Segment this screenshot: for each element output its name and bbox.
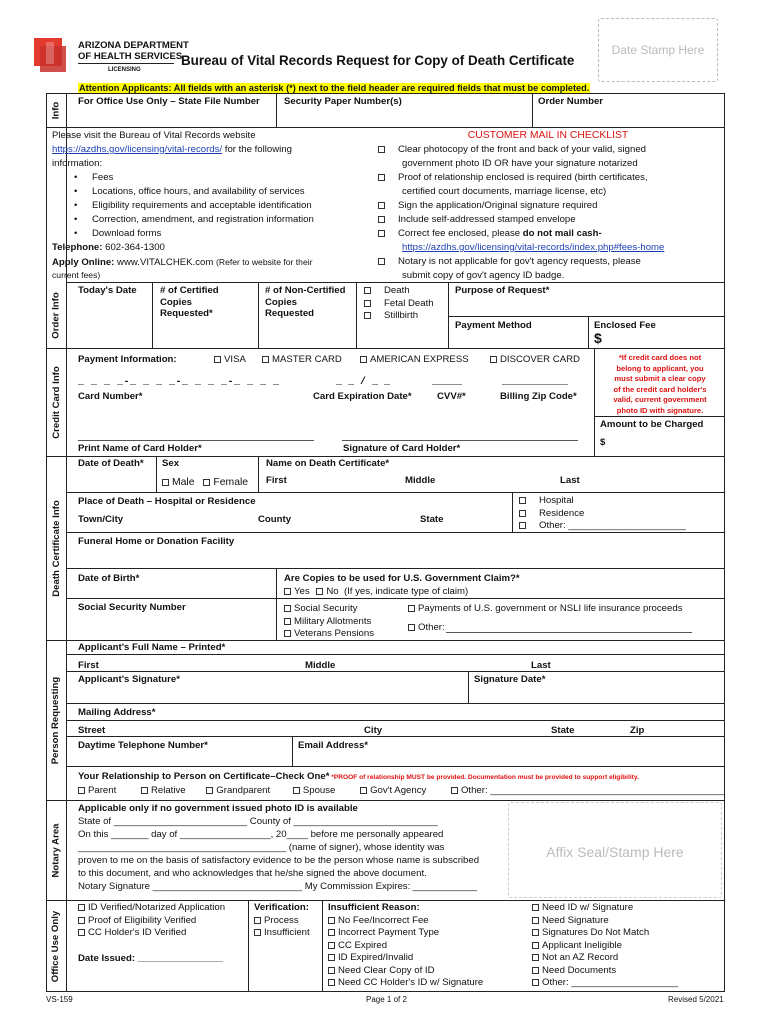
checkbox[interactable] [78,917,85,924]
place-of-death-label: Place of Death – Hospital or Residence [78,496,256,507]
azdhs-logo-icon [34,38,74,72]
checkbox[interactable] [254,929,261,936]
checkbox[interactable] [328,917,335,924]
applicant-name-label: Applicant's Full Name – Printed* [78,642,226,653]
ssn-label: Social Security Number [78,602,186,613]
checkbox[interactable] [378,202,385,209]
telephone-label: Daytime Telephone Number* [78,740,208,751]
name-on-cert-label: Name on Death Certificate* [266,458,390,469]
checkbox[interactable] [408,624,415,631]
attention-notice: Attention Applicants: All fields with an asterisk (*) next to the field header are required fields that must be completed. [79,83,590,93]
office-section-label: Office Use Only [50,910,62,982]
signature-date-label: Signature Date* [474,674,546,685]
certified-copies-label: # of Certified Copies Requested* [160,285,219,319]
checkbox[interactable] [328,967,335,974]
checkbox[interactable] [328,954,335,961]
checkbox[interactable] [360,787,367,794]
checkbox[interactable] [532,904,539,911]
checkbox[interactable] [532,929,539,936]
amex-option: AMERICAN EXPRESS [370,354,469,365]
checkbox[interactable] [214,356,221,363]
gov-claim-label: Are Copies to be used for U.S. Government Claim?* [284,573,520,584]
relationship-row [78,771,639,782]
checkbox[interactable] [519,510,526,517]
list-item: • Eligibility requirements and acceptable identification [52,199,367,213]
website-info: Please visit the Bureau of Vital Records website https://azdhs.gov/licensing/vital-records/ for the following information: • Fees • Locations, office hours, and availability of services • Eligibility requirements and acceptable identification • Correction, amendment, and registration information • Download forms Telephone: 602-364-1300 Apply Online: www.VITALCHEK.com (Refer to website for their current fees) [52,129,367,280]
cardholder-notice: *If credit card does not belong to applicant, you must submit a clear copy of the credit card holder's valid, current government photo ID with signature. [613,353,707,415]
female-option: Female [213,477,249,488]
checkbox[interactable] [532,917,539,924]
visa-option: VISA [224,354,246,365]
notary-section-label: Notary Area [50,822,62,878]
person-section-label: Person Requesting [50,676,62,764]
enclosed-fee-label: Enclosed Fee [594,320,656,331]
male-option: Male [172,477,195,488]
checkbox[interactable] [262,356,269,363]
billing-zip-label: Billing Zip Code* [500,391,577,402]
checkbox[interactable] [532,967,539,974]
mailing-address-label: Mailing Address* [78,707,156,718]
funeral-home-label: Funeral Home or Donation Facility [78,536,235,547]
checkbox[interactable] [141,787,148,794]
mastercard-option: MASTER CARD [272,354,342,365]
checkbox[interactable] [490,356,497,363]
page-number: Page 1 of 2 [366,995,407,1004]
street-label: Street [78,725,106,736]
list-item: • Download forms [52,227,367,241]
checkbox[interactable] [532,979,539,986]
card-number-label: Card Number* [78,391,143,402]
death-section-label: Death Certificate Info [50,499,62,597]
checkbox[interactable] [364,287,371,294]
city-label: City [364,725,383,736]
amount-charged-label: Amount to be Charged [600,419,704,430]
checkbox[interactable] [519,522,526,529]
checkbox[interactable] [519,497,526,504]
county-label: County [258,514,292,525]
checkbox[interactable] [162,479,169,486]
checkbox[interactable] [328,979,335,986]
card-number-field[interactable]: _ _ _ _-_ _ _ _-_ _ _ _-_ _ _ _ [78,377,280,388]
decedent-first-label: First [266,475,287,486]
checkbox[interactable] [284,588,291,595]
order-number-label: Order Number [538,96,604,107]
date-stamp-box [598,18,718,82]
date-of-birth-label: Date of Birth* [78,573,140,584]
checkbox[interactable] [408,605,415,612]
verification-block: Verification: Process Insufficient [254,902,310,938]
vital-records-link[interactable]: https://azdhs.gov/licensing/vital-records/ [52,144,223,155]
applicant-middle-label: Middle [305,660,336,671]
checkbox[interactable] [328,942,335,949]
notary-title: Applicable only if no government issued photo ID is available [78,803,358,814]
checkbox[interactable] [378,174,385,181]
notary-seal-label: Affix Seal/Stamp Here [546,844,684,860]
agency-line1: ARIZONA DEPARTMENT [78,40,189,51]
info-bullets [52,171,367,241]
relationship-options: Parent Relative Grandparent Spouse Gov't Agency Other: ____________________________________________ [78,785,725,796]
checkbox[interactable] [378,230,385,237]
agency-name [78,40,189,62]
relationship-note: *PROOF of relationship MUST be provided. Documentation must be provided to support eligibility. [329,774,639,781]
checkbox[interactable] [284,618,291,625]
checkbox[interactable] [532,942,539,949]
security-paper-label: Security Paper Number(s) [284,96,402,107]
checkbox[interactable] [378,216,385,223]
list-item: • Correction, amendment, and registration information [52,213,367,227]
amount-dollar: $ [600,437,606,448]
state-label: State [551,725,575,736]
relationship-label: Your Relationship to Person on Certificate–Check One* [78,771,330,782]
fees-link[interactable]: https://azdhs.gov/licensing/vital-records/index.php#fees-home [402,242,665,253]
payment-method-label: Payment Method [455,320,532,331]
date-stamp-label: Date Stamp Here [611,43,705,57]
purpose-label: Purpose of Request* [455,285,550,296]
billing-zip-field[interactable]: ___________ [502,377,569,388]
office-verification-left: ID Verified/Notarized Application Proof of Eligibility Verified CC Holder's ID Verified [78,902,225,940]
checkbox[interactable] [364,312,371,319]
date-issued-label: Date Issued: ________________ [78,953,224,964]
checkbox[interactable] [378,258,385,265]
applicant-first-label: First [78,660,99,671]
payment-info-label: Payment Information: [78,354,177,365]
checkbox[interactable] [451,787,458,794]
checkbox[interactable] [78,929,85,936]
place-type: Hospital Residence Other: ______________________ [519,495,686,533]
checkbox[interactable] [284,630,291,637]
sex-label: Sex [162,458,180,469]
claim-types: Social Security Military Allotments Veterans Pensions [284,603,374,641]
notary-block: Applicable only if no government issued photo ID is available State of _________________________ County of ___________________________ On this _______ day of _________________, 20____ before me personally appeared _______________________________________ (name of signer), whose identity was proven to me on the basis of satisfactory evidence to be the person whose name is subscribed to this document, and who acknowledges that he/she signed the above document. Notary Signature ____________________________ My Commission Expires: ____________ [78,803,480,892]
cardholder-signature-label: Signature of Card Holder* [343,443,461,454]
cvv-field[interactable]: _____ [432,377,463,388]
checkbox[interactable] [328,929,335,936]
order-section-label: Order Info [50,291,62,339]
claim-no: No [326,586,339,597]
email-label: Email Address* [298,740,369,751]
nsli-option: Payments of U.S. government or NSLI life insurance proceeds [418,603,683,614]
card-exp-label: Card Expiration Date* [313,391,412,402]
telephone-value: 602-364-1300 [102,242,165,253]
revised-date: Revised 5/2021 [668,995,724,1004]
checkbox[interactable] [360,356,367,363]
todays-date-label: Today's Date [78,285,137,296]
checklist-title: CUSTOMER MAIL IN CHECKLIST [467,130,629,141]
checkbox[interactable] [364,300,371,307]
office-use-label: For Office Use Only – State File Number [78,96,260,107]
enclosed-fee-dollar: $ [594,330,602,346]
checkbox[interactable] [284,605,291,612]
checkbox[interactable] [378,146,385,153]
print-name-label: Print Name of Card Holder* [78,443,202,454]
list-item: • Fees [52,171,367,185]
discover-option: DISCOVER CARD [500,354,580,365]
vitalchek-link[interactable]: www.VITALCHEK.com [114,257,217,268]
page-title: Bureau of Vital Records Request for Copy of Death Certificate [181,53,575,68]
date-of-death-label: Date of Death* [78,458,144,469]
notary-seal-box [508,802,722,898]
credit-section-label: Credit Card Info [50,365,62,439]
checkbox[interactable] [532,954,539,961]
list-item: • Locations, office hours, and availability of services [52,185,367,199]
certificate-type: Death Fetal Death Stillbirth [364,285,434,323]
noncertified-copies-label: # of Non-Certified Copies Requested [265,285,346,319]
agency-licensing: LICENSING [108,67,141,73]
agency-line2: OF HEALTH SERVICES [78,51,183,62]
applicant-signature-label: Applicant's Signature* [78,674,180,685]
checkbox[interactable] [203,479,210,486]
claim-yes: Yes [294,586,310,597]
decedent-middle-label: Middle [405,475,436,486]
logo [34,38,74,72]
death-state-label: State [420,514,444,525]
insufficient-reasons-right: Need ID w/ Signature Need Signature Signatures Do Not Match Applicant Ineligible Not an AZ Record Need Documents Other: ____________________ [532,902,678,990]
applicant-last-label: Last [531,660,551,671]
zip-label: Zip [630,725,645,736]
checkbox[interactable] [254,917,261,924]
decedent-last-label: Last [560,475,580,486]
claim-other-option: Other: [418,622,445,633]
cvv-label: CVV#* [437,391,466,402]
card-exp-field[interactable]: _ _ / _ _ [336,377,391,388]
checkbox[interactable] [316,588,323,595]
checkbox[interactable] [293,787,300,794]
mail-checklist: CUSTOMER MAIL IN CHECKLIST Clear photocopy of the front and back of your valid, signed government photo ID OR have your signature notarized Proof of relationship enclosed is required (birth certificates, certified court documents, marriage license, etc) Sign the application/Original signature required Include self-addressed stamped envelope Correct fee enclosed, please do not mail cash- https://azdhs.gov/licensing/vital-records/index.php#fees-home Notary is not applicable for gov't agency requests, please submit copy of gov't agency ID badge. [378,129,718,283]
checkbox[interactable] [206,787,213,794]
insufficient-reasons: Insufficient Reason: No Fee/Incorrect Fee Incorrect Payment Type CC Expired ID Expired/Invalid Need Clear Copy of ID Need CC Holder's ID w/ Signature [328,902,484,988]
checkbox[interactable] [78,904,85,911]
form-id: VS-159 [46,995,73,1004]
checkbox[interactable] [78,787,85,794]
info-section-label: Info [50,101,62,119]
town-label: Town/City [78,514,124,525]
